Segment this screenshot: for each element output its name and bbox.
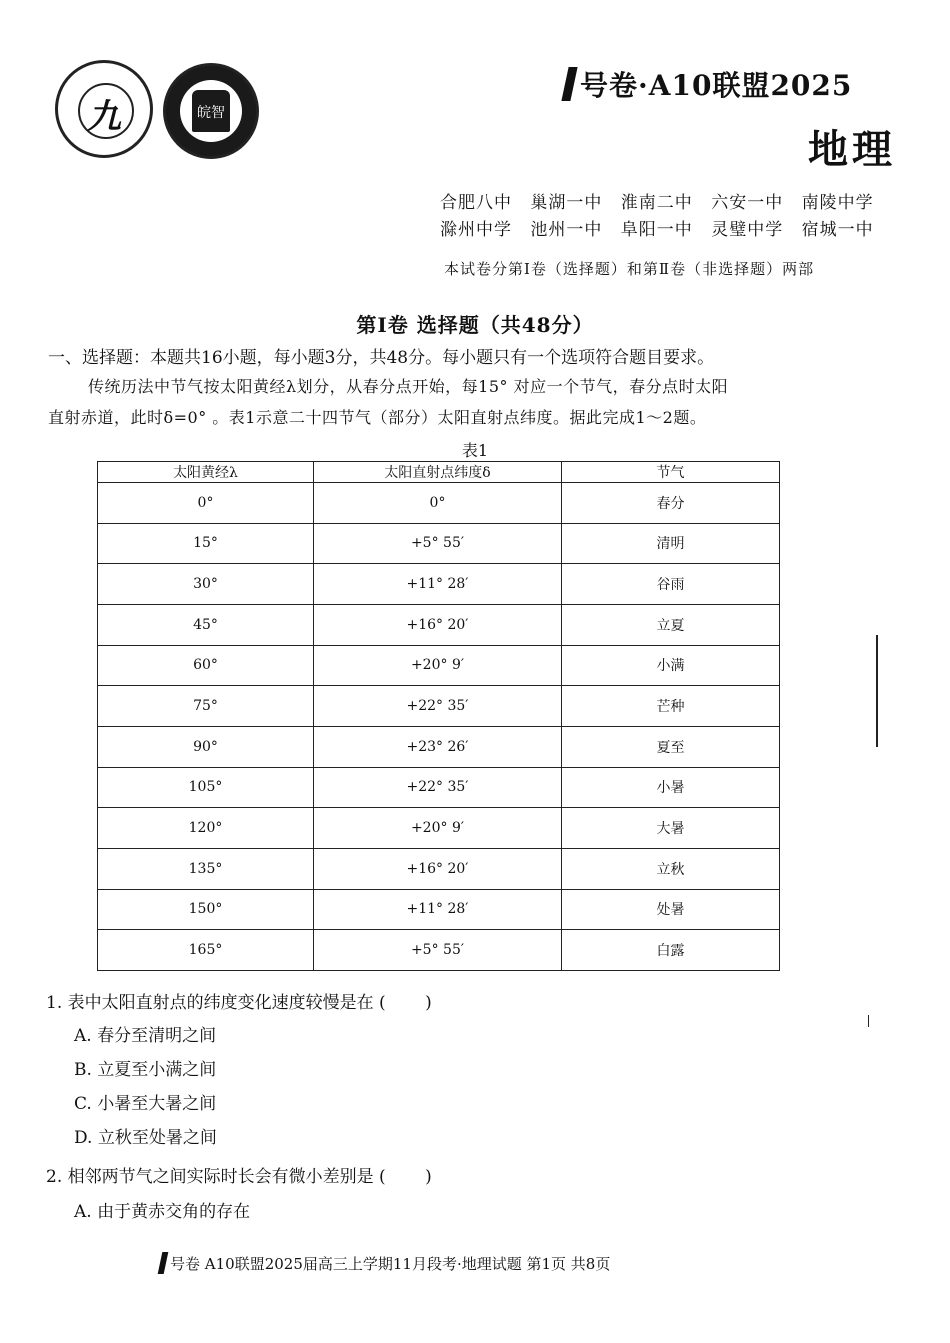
cell-latitude: +20° 9′ (314, 645, 562, 686)
cell-term: 小满 (562, 645, 780, 686)
scan-edge-mark (876, 635, 878, 747)
paragraph-line-1: 传统历法中节气按太阳黄经λ划分，从春分点开始，每15° 对应一个节气，春分点时太阳 (88, 377, 729, 396)
cell-term: 清明 (562, 523, 780, 564)
cell-term: 大暑 (562, 808, 780, 849)
table-row (98, 726, 780, 767)
cell-latitude: +11° 28′ (314, 564, 562, 605)
table-row (98, 604, 780, 645)
exam-note: 本试卷分第Ⅰ卷（选择题）和第Ⅱ卷（非选择题）两部 (444, 260, 815, 278)
cell-longitude: 60° (98, 645, 314, 686)
cell-latitude: +22° 35′ (314, 767, 562, 808)
cell-longitude: 90° (98, 726, 314, 767)
cell-longitude: 105° (98, 767, 314, 808)
wanzhi-logo-gate-icon: 皖智 (192, 90, 230, 132)
header-term: 节气 (562, 462, 780, 483)
cell-term: 夏至 (562, 726, 780, 767)
cell-longitude: 150° (98, 889, 314, 930)
cell-latitude: +11° 28′ (314, 889, 562, 930)
table-row (98, 930, 780, 971)
cell-longitude: 45° (98, 604, 314, 645)
question-1-option-d: D. 立秋至处暑之间 (74, 1128, 217, 1148)
cell-term: 立夏 (562, 604, 780, 645)
table-row (98, 645, 780, 686)
table-row (98, 767, 780, 808)
cell-latitude: +23° 26′ (314, 726, 562, 767)
brand-text: 号卷·A10联盟2025 (580, 69, 853, 102)
header-longitude: 太阳黄经λ (98, 462, 314, 483)
table-row (98, 564, 780, 605)
table-header-row (98, 462, 780, 483)
cell-longitude: 75° (98, 686, 314, 727)
table-row (98, 808, 780, 849)
question-2-stem: 2. 相邻两节气之间实际时长会有微小差别是 ( ) (46, 1167, 432, 1187)
question-2-option-a: A. 由于黄赤交角的存在 (74, 1202, 251, 1222)
table-row (98, 848, 780, 889)
question-1-option-c: C. 小暑至大暑之间 (74, 1094, 217, 1114)
alliance-logo (55, 60, 153, 158)
cell-longitude: 0° (98, 483, 314, 524)
table-row (98, 483, 780, 524)
table-row (98, 686, 780, 727)
footer-text: 号卷 A10联盟2025届高三上学期11月段考·地理试题 第1页 共8页 (170, 1255, 611, 1273)
cell-latitude: +20° 9′ (314, 808, 562, 849)
cell-longitude: 15° (98, 523, 314, 564)
cell-latitude: +22° 35′ (314, 686, 562, 727)
cell-longitude: 165° (98, 930, 314, 971)
page-footer (160, 1252, 610, 1274)
footer-slash-icon (158, 1252, 169, 1274)
subject-title: 地理 (808, 126, 896, 173)
cell-longitude: 120° (98, 808, 314, 849)
cell-term: 春分 (562, 483, 780, 524)
schools-row-2: 滁州中学 池州一中 阜阳一中 灵璧中学 宿城一中 (440, 220, 874, 240)
cell-longitude: 135° (98, 848, 314, 889)
alliance-logo-mark: 九 (87, 97, 121, 137)
paragraph-line-2: 直射赤道，此时δ=0° 。表1示意二十四节气（部分）太阳直射点纬度。据此完成1～2题。 (48, 408, 707, 427)
cell-latitude: +5° 55′ (314, 523, 562, 564)
cell-term: 白露 (562, 930, 780, 971)
cell-latitude: +16° 20′ (314, 848, 562, 889)
cell-latitude: +16° 20′ (314, 604, 562, 645)
cell-longitude: 30° (98, 564, 314, 605)
cell-term: 芒种 (562, 686, 780, 727)
section-title: 第Ⅰ卷 选择题（共48分） (356, 313, 594, 337)
cell-latitude: +5° 55′ (314, 930, 562, 971)
scan-edge-mark (868, 1015, 869, 1027)
cell-latitude: 0° (314, 483, 562, 524)
cell-term: 处暑 (562, 889, 780, 930)
instruction: 一、选择题：本题共16小题，每小题3分，共48分。每小题只有一个选项符合题目要求。 (48, 348, 715, 368)
cell-term: 谷雨 (562, 564, 780, 605)
cell-term: 立秋 (562, 848, 780, 889)
brand-slash-icon (561, 67, 577, 101)
wanzhi-education-logo (163, 63, 259, 159)
table-caption: 表1 (461, 441, 489, 460)
solar-terms-table (97, 461, 780, 971)
table-row (98, 523, 780, 564)
question-1-stem: 1. 表中太阳直射点的纬度变化速度较慢是在 ( ) (46, 993, 432, 1013)
header-latitude: 太阳直射点纬度δ (314, 462, 562, 483)
exam-brand (565, 64, 852, 104)
question-1-option-a: A. 春分至清明之间 (74, 1026, 217, 1046)
cell-term: 小暑 (562, 767, 780, 808)
schools-row-1: 合肥八中 巢湖一中 淮南二中 六安一中 南陵中学 (440, 193, 874, 213)
question-1-option-b: B. 立夏至小满之间 (74, 1060, 217, 1080)
table-row (98, 889, 780, 930)
